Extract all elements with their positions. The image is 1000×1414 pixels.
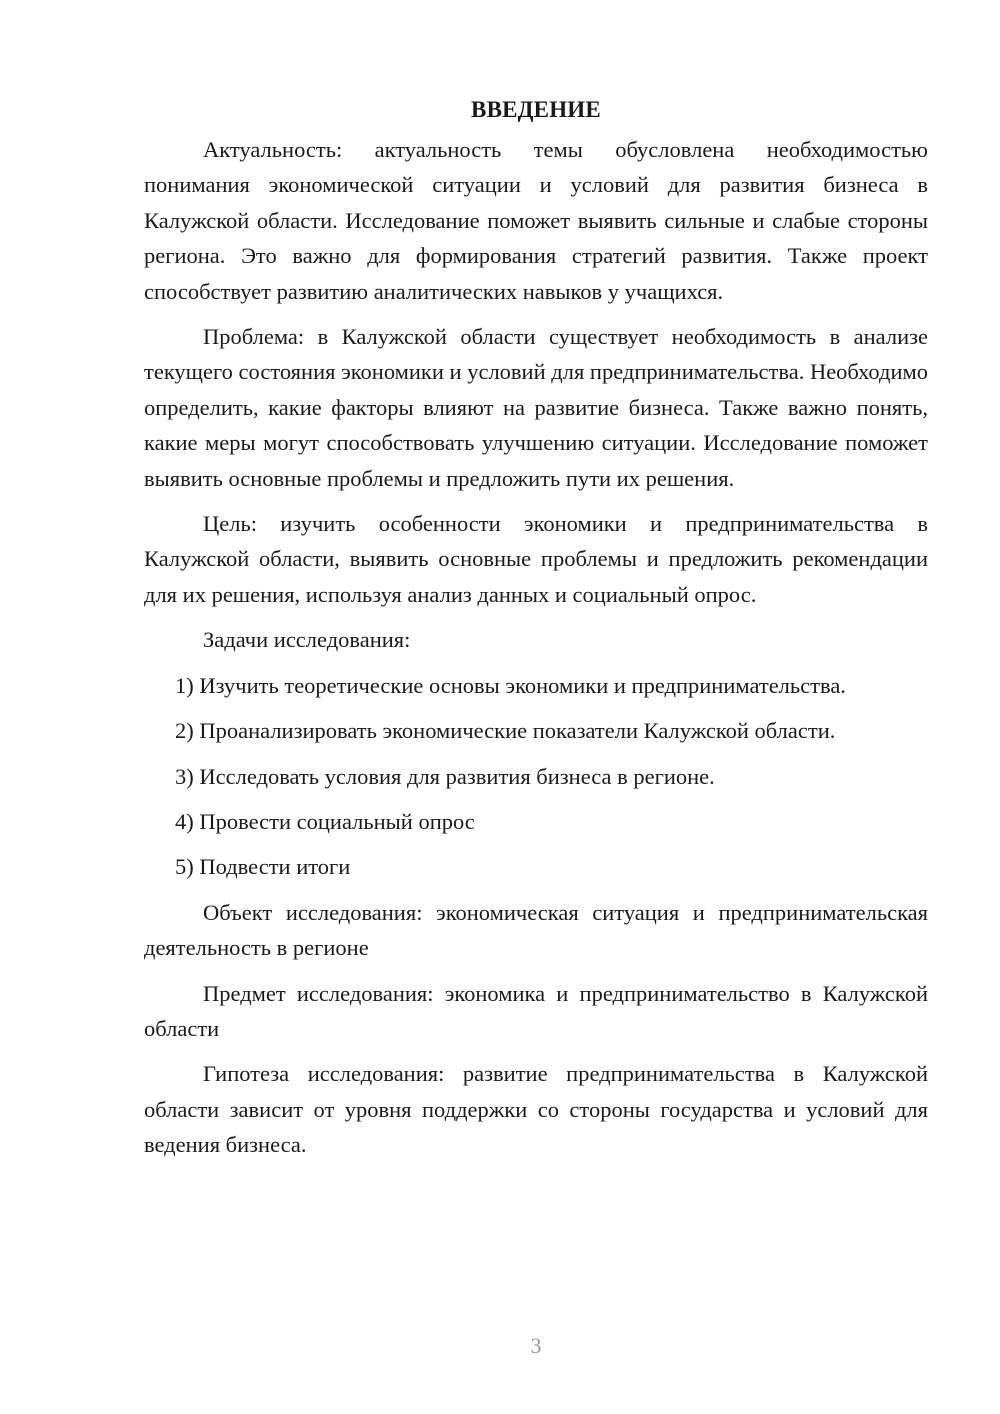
tasks-heading: Задачи исследования: — [203, 627, 411, 653]
page-content — [144, 92, 928, 1173]
problem-paragraph: Проблема: в Калужской области существует необходимость в анализе текущего состояния экономики и условий для предпринимательства. Необходимо определить, какие факторы влияют на развитие бизнеса. Также важно понять, какие меры могут способствовать улучшению ситуации. Исследование поможет выявить основные проблемы и предложить пути их решения. — [144, 324, 928, 491]
task-item: 4) Провести социальный опрос — [175, 808, 475, 834]
task-item: 2) Проанализировать экономические показатели Калужской области. — [175, 718, 836, 744]
subject-paragraph: Предмет исследования: экономика и предпринимательство в Калужской области — [144, 980, 928, 1041]
object-paragraph: Объект исследования: экономическая ситуация и предпринимательская деятельность в регионе — [144, 899, 928, 961]
task-item: 5) Подвести итоги — [175, 854, 351, 880]
task-item: 1) Изучить теоретические основы экономики и предпринимательства. — [175, 672, 846, 698]
hypothesis-paragraph: Гипотеза исследования: развитие предпринимательства в Калужской области зависит от уровня поддержки со стороны государства и условий для ведения бизнеса. — [144, 1061, 928, 1158]
page-number: 3 — [530, 1333, 542, 1358]
task-item: 3) Исследовать условия для развития бизнеса в регионе. — [175, 763, 715, 789]
relevance-paragraph: Актуальность: актуальность темы обусловлена необходимостью понимания экономической ситуации и условий для развития бизнеса в Калужской области. Исследование поможет выявить сильные и слабые стороны региона. Это важно для формирования стратегий развития. Также проект способствует развитию аналитических навыков у учащихся. — [144, 137, 928, 304]
goal-paragraph: Цель: изучить особенности экономики и предпринимательства в Калужской области, выявить основные проблемы и предложить рекомендации для их решения, используя анализ данных и социальный опрос. — [144, 511, 928, 607]
tasks-list — [144, 668, 928, 885]
page-title: ВВЕДЕНИЕ — [471, 97, 601, 122]
